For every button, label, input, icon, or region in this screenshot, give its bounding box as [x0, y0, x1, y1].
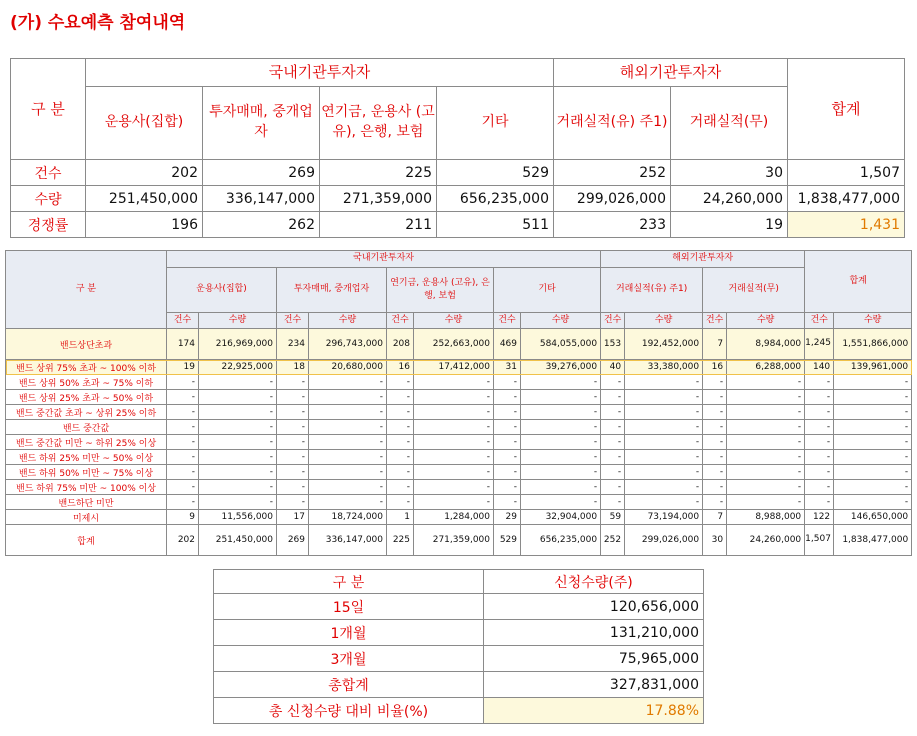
- row-label: 수량: [11, 186, 86, 212]
- cell: 22,925,000: [199, 360, 277, 375]
- cell: -: [805, 420, 834, 435]
- header-pension-bank-insurance: 연기금, 운용사 (고유), 은행, 보험: [387, 268, 494, 313]
- cell: -: [727, 390, 805, 405]
- cell: 24,260,000: [671, 186, 788, 212]
- row-label: 밴드 하위 25% 미만 ~ 50% 이상: [6, 450, 167, 465]
- cell: 1,551,866,000: [834, 329, 912, 360]
- cell: 1,507: [805, 525, 834, 556]
- cell: -: [167, 420, 199, 435]
- header-count: 건수: [387, 313, 414, 329]
- cell: 1,284,000: [414, 510, 494, 525]
- cell: -: [494, 495, 521, 510]
- table-row: [11, 160, 905, 186]
- row-label: 미제시: [6, 510, 167, 525]
- cell: -: [727, 450, 805, 465]
- header-other: 기타: [437, 87, 554, 160]
- cell: -: [805, 390, 834, 405]
- cell: -: [387, 375, 414, 390]
- demand-forecast-summary-table: [10, 58, 905, 238]
- cell: -: [387, 420, 414, 435]
- cell: 18,724,000: [309, 510, 387, 525]
- table-row: [6, 450, 912, 465]
- header-total: 합계: [805, 251, 912, 313]
- cell: 234: [277, 329, 309, 360]
- cell: -: [387, 435, 414, 450]
- header-domestic-investors: 국내기관투자자: [167, 251, 601, 268]
- cell: -: [199, 450, 277, 465]
- cell: -: [625, 435, 703, 450]
- cell: -: [277, 420, 309, 435]
- table-row: [214, 620, 704, 646]
- cell: -: [521, 420, 601, 435]
- cell: -: [494, 405, 521, 420]
- lockup-commitment-table: [213, 569, 704, 724]
- cell: -: [727, 495, 805, 510]
- header-qty: 수량: [834, 313, 912, 329]
- cell: -: [199, 480, 277, 495]
- cell: -: [521, 435, 601, 450]
- header-count: 건수: [167, 313, 199, 329]
- header-with-track-record: 거래실적(유) 주1): [601, 268, 703, 313]
- cell: 584,055,000: [521, 329, 601, 360]
- cell: -: [521, 390, 601, 405]
- cell: -: [727, 420, 805, 435]
- cell: -: [727, 375, 805, 390]
- cell: -: [199, 495, 277, 510]
- row-label: 밴드 상위 25% 초과 ~ 50% 이하: [6, 390, 167, 405]
- cell: -: [494, 435, 521, 450]
- header-foreign-investors: 해외기관투자자: [554, 59, 788, 87]
- cell: -: [414, 480, 494, 495]
- table-row: [6, 465, 912, 480]
- cell: 59: [601, 510, 625, 525]
- cell: -: [625, 375, 703, 390]
- header-broker-dealer: 투자매매, 중개업자: [203, 87, 320, 160]
- cell: -: [703, 390, 727, 405]
- cell: 202: [86, 160, 203, 186]
- cell: 299,026,000: [625, 525, 703, 556]
- cell: 656,235,000: [437, 186, 554, 212]
- table-row: [6, 360, 912, 375]
- cell: -: [414, 435, 494, 450]
- cell: 6,288,000: [727, 360, 805, 375]
- cell: -: [277, 480, 309, 495]
- cell: 225: [320, 160, 437, 186]
- header-gubun: 구 분: [6, 251, 167, 329]
- cell: -: [834, 375, 912, 390]
- cell: 17,412,000: [414, 360, 494, 375]
- cell: 271,359,000: [320, 186, 437, 212]
- cell: -: [703, 465, 727, 480]
- cell: -: [703, 405, 727, 420]
- table-row: [6, 435, 912, 450]
- cell: -: [277, 495, 309, 510]
- cell: 16: [387, 360, 414, 375]
- cell: 24,260,000: [727, 525, 805, 556]
- row-label: 경쟁률: [11, 212, 86, 238]
- cell: 252: [554, 160, 671, 186]
- row-label: 밴드하단 미만: [6, 495, 167, 510]
- page-title: (가) 수요예측 참여내역: [10, 13, 186, 33]
- cell: 33,380,000: [625, 360, 703, 375]
- cell: -: [805, 450, 834, 465]
- header-count: 건수: [277, 313, 309, 329]
- cell: 1,245: [805, 329, 834, 360]
- header-qty: 수량: [199, 313, 277, 329]
- cell: 39,276,000: [521, 360, 601, 375]
- cell: -: [703, 420, 727, 435]
- cell: -: [167, 435, 199, 450]
- cell: -: [727, 480, 805, 495]
- cell: -: [387, 465, 414, 480]
- table-row: [6, 480, 912, 495]
- cell: 1,838,477,000: [788, 186, 905, 212]
- cell: -: [834, 465, 912, 480]
- cell: -: [703, 435, 727, 450]
- table-row: [6, 495, 912, 510]
- cell: -: [727, 405, 805, 420]
- header-qty: 수량: [309, 313, 387, 329]
- cell: 327,831,000: [484, 672, 704, 698]
- table-row: [214, 672, 704, 698]
- cell: 196: [86, 212, 203, 238]
- cell: -: [521, 375, 601, 390]
- cell: -: [834, 480, 912, 495]
- cell: -: [521, 405, 601, 420]
- row-label: 1개월: [214, 620, 484, 646]
- cell: 269: [277, 525, 309, 556]
- cell: 29: [494, 510, 521, 525]
- cell: -: [309, 435, 387, 450]
- header-count: 건수: [805, 313, 834, 329]
- cell: 7: [703, 329, 727, 360]
- cell: -: [387, 390, 414, 405]
- row-label: 밴드 하위 50% 미만 ~ 75% 이상: [6, 465, 167, 480]
- cell: -: [703, 480, 727, 495]
- cell: 18: [277, 360, 309, 375]
- header-domestic-investors: 국내기관투자자: [86, 59, 554, 87]
- cell: -: [167, 390, 199, 405]
- cell: -: [727, 435, 805, 450]
- cell: 174: [167, 329, 199, 360]
- cell: 17: [277, 510, 309, 525]
- cell: 8,984,000: [727, 329, 805, 360]
- cell: -: [309, 405, 387, 420]
- cell: -: [309, 420, 387, 435]
- cell: 192,452,000: [625, 329, 703, 360]
- cell: -: [727, 465, 805, 480]
- cell: -: [625, 465, 703, 480]
- table-row: [6, 510, 912, 525]
- cell: 251,450,000: [86, 186, 203, 212]
- cell: -: [834, 420, 912, 435]
- table-row: [6, 390, 912, 405]
- cell: -: [414, 450, 494, 465]
- header-total: 합계: [788, 59, 905, 160]
- cell: -: [703, 375, 727, 390]
- cell: 20,680,000: [309, 360, 387, 375]
- cell: -: [625, 420, 703, 435]
- cell: 75,965,000: [484, 646, 704, 672]
- row-label: 밴드 중간값 초과 ~ 상위 25% 이하: [6, 405, 167, 420]
- header-asset-manager: 운용사(집합): [167, 268, 277, 313]
- cell: -: [601, 435, 625, 450]
- cell: -: [277, 450, 309, 465]
- header-broker-dealer: 투자매매, 중개업자: [277, 268, 387, 313]
- table-row: [214, 594, 704, 620]
- cell: 208: [387, 329, 414, 360]
- cell: -: [521, 480, 601, 495]
- row-label: 밴드상단초과: [6, 329, 167, 360]
- cell: 8,988,000: [727, 510, 805, 525]
- cell: 19: [167, 360, 199, 375]
- cell: -: [834, 405, 912, 420]
- cell: -: [601, 420, 625, 435]
- cell: 16: [703, 360, 727, 375]
- cell: -: [167, 450, 199, 465]
- cell: -: [625, 495, 703, 510]
- cell: -: [277, 465, 309, 480]
- header-count: 건수: [601, 313, 625, 329]
- cell: -: [805, 435, 834, 450]
- header-gubun: 구 분: [214, 570, 484, 594]
- cell: 296,743,000: [309, 329, 387, 360]
- header-gubun: 구 분: [11, 59, 86, 160]
- cell: 202: [167, 525, 199, 556]
- cell: 233: [554, 212, 671, 238]
- cell: -: [199, 435, 277, 450]
- header-asset-manager: 운용사(집합): [86, 87, 203, 160]
- cell-total-highlight: 1,431: [788, 212, 905, 238]
- header-without-track-record: 거래실적(무): [671, 87, 788, 160]
- cell: -: [834, 450, 912, 465]
- cell: -: [167, 480, 199, 495]
- cell: 299,026,000: [554, 186, 671, 212]
- cell: 511: [437, 212, 554, 238]
- cell: -: [199, 375, 277, 390]
- cell: 146,650,000: [834, 510, 912, 525]
- header-qty: 수량: [625, 313, 703, 329]
- cell: 139,961,000: [834, 360, 912, 375]
- cell: -: [277, 375, 309, 390]
- cell: -: [387, 480, 414, 495]
- row-label: 합계: [6, 525, 167, 556]
- cell: -: [805, 495, 834, 510]
- row-label: 밴드 상위 75% 초과 ~ 100% 이하: [6, 360, 167, 375]
- cell: 31: [494, 360, 521, 375]
- table-row: [6, 405, 912, 420]
- row-label: 밴드 중간값 미만 ~ 하위 25% 이상: [6, 435, 167, 450]
- cell: 1,838,477,000: [834, 525, 912, 556]
- table-row: [214, 646, 704, 672]
- cell: -: [309, 375, 387, 390]
- cell: 656,235,000: [521, 525, 601, 556]
- cell: -: [494, 420, 521, 435]
- header-with-track-record: 거래실적(유) 주1): [554, 87, 671, 160]
- table-row: [11, 212, 905, 238]
- cell: 252: [601, 525, 625, 556]
- cell: 122: [805, 510, 834, 525]
- table-row: [6, 329, 912, 360]
- cell: 140: [805, 360, 834, 375]
- cell: 262: [203, 212, 320, 238]
- table-row: [11, 186, 905, 212]
- row-label: 밴드 중간값: [6, 420, 167, 435]
- cell: -: [387, 405, 414, 420]
- cell: 9: [167, 510, 199, 525]
- row-label: 건수: [11, 160, 86, 186]
- cell: -: [167, 405, 199, 420]
- table-row: [214, 698, 704, 724]
- cell: -: [601, 495, 625, 510]
- header-count: 건수: [494, 313, 521, 329]
- header-qty: 수량: [727, 313, 805, 329]
- cell: -: [277, 435, 309, 450]
- cell: -: [414, 420, 494, 435]
- cell: -: [494, 480, 521, 495]
- header-qty: 수량: [521, 313, 601, 329]
- cell: -: [199, 390, 277, 405]
- cell: -: [805, 465, 834, 480]
- table-row: [6, 525, 912, 556]
- cell: -: [309, 465, 387, 480]
- cell: 336,147,000: [309, 525, 387, 556]
- cell: -: [521, 450, 601, 465]
- row-label: 3개월: [214, 646, 484, 672]
- cell: 131,210,000: [484, 620, 704, 646]
- cell: -: [309, 390, 387, 405]
- header-qty: 수량: [414, 313, 494, 329]
- cell: -: [625, 480, 703, 495]
- header-without-track-record: 거래실적(무): [703, 268, 805, 313]
- cell: -: [703, 450, 727, 465]
- cell: 216,969,000: [199, 329, 277, 360]
- cell: -: [414, 405, 494, 420]
- cell: -: [494, 465, 521, 480]
- row-label: 밴드 하위 75% 미만 ~ 100% 이상: [6, 480, 167, 495]
- cell: -: [387, 450, 414, 465]
- cell: 529: [437, 160, 554, 186]
- cell: -: [167, 375, 199, 390]
- cell: -: [601, 465, 625, 480]
- cell: -: [601, 375, 625, 390]
- cell: -: [601, 450, 625, 465]
- cell: 251,450,000: [199, 525, 277, 556]
- cell: 1: [387, 510, 414, 525]
- cell: -: [834, 495, 912, 510]
- cell: 1,507: [788, 160, 905, 186]
- cell: -: [601, 480, 625, 495]
- cell: -: [625, 405, 703, 420]
- cell: 32,904,000: [521, 510, 601, 525]
- cell: 529: [494, 525, 521, 556]
- row-label: 총 신청수량 대비 비율(%): [214, 698, 484, 724]
- cell: -: [277, 390, 309, 405]
- cell: -: [805, 375, 834, 390]
- cell: -: [601, 405, 625, 420]
- cell: 225: [387, 525, 414, 556]
- price-band-distribution-table: [5, 250, 912, 556]
- cell: 271,359,000: [414, 525, 494, 556]
- row-label: 15일: [214, 594, 484, 620]
- cell: -: [387, 495, 414, 510]
- cell: 11,556,000: [199, 510, 277, 525]
- cell: -: [414, 495, 494, 510]
- cell: -: [309, 450, 387, 465]
- cell: -: [494, 450, 521, 465]
- cell: -: [414, 390, 494, 405]
- header-applied-qty: 신청수량(주): [484, 570, 704, 594]
- cell: -: [805, 405, 834, 420]
- cell: -: [834, 435, 912, 450]
- cell: 211: [320, 212, 437, 238]
- cell: -: [625, 390, 703, 405]
- cell: 30: [671, 160, 788, 186]
- cell: -: [521, 495, 601, 510]
- cell: -: [805, 480, 834, 495]
- cell: 19: [671, 212, 788, 238]
- table-row: [6, 420, 912, 435]
- cell: -: [277, 405, 309, 420]
- cell: 252,663,000: [414, 329, 494, 360]
- cell: 336,147,000: [203, 186, 320, 212]
- cell: 40: [601, 360, 625, 375]
- cell: 30: [703, 525, 727, 556]
- cell: -: [167, 495, 199, 510]
- cell: -: [494, 375, 521, 390]
- row-label: 총합계: [214, 672, 484, 698]
- row-label: 밴드 상위 50% 초과 ~ 75% 이하: [6, 375, 167, 390]
- cell: 153: [601, 329, 625, 360]
- cell: -: [199, 405, 277, 420]
- cell: -: [703, 495, 727, 510]
- cell: -: [167, 465, 199, 480]
- header-other: 기타: [494, 268, 601, 313]
- cell: -: [414, 465, 494, 480]
- cell-ratio-highlight: 17.88%: [484, 698, 704, 724]
- header-count: 건수: [703, 313, 727, 329]
- cell: -: [494, 390, 521, 405]
- cell: 7: [703, 510, 727, 525]
- header-pension-bank-insurance: 연기금, 운용사 (고유), 은행, 보험: [320, 87, 437, 160]
- cell: -: [834, 390, 912, 405]
- cell: -: [309, 480, 387, 495]
- cell: -: [199, 420, 277, 435]
- header-foreign-investors: 해외기관투자자: [601, 251, 805, 268]
- cell: 120,656,000: [484, 594, 704, 620]
- cell: -: [199, 465, 277, 480]
- cell: 269: [203, 160, 320, 186]
- cell: -: [625, 450, 703, 465]
- cell: -: [601, 390, 625, 405]
- cell: -: [414, 375, 494, 390]
- cell: -: [309, 495, 387, 510]
- cell: -: [521, 465, 601, 480]
- cell: 469: [494, 329, 521, 360]
- table-row: [6, 375, 912, 390]
- cell: 73,194,000: [625, 510, 703, 525]
